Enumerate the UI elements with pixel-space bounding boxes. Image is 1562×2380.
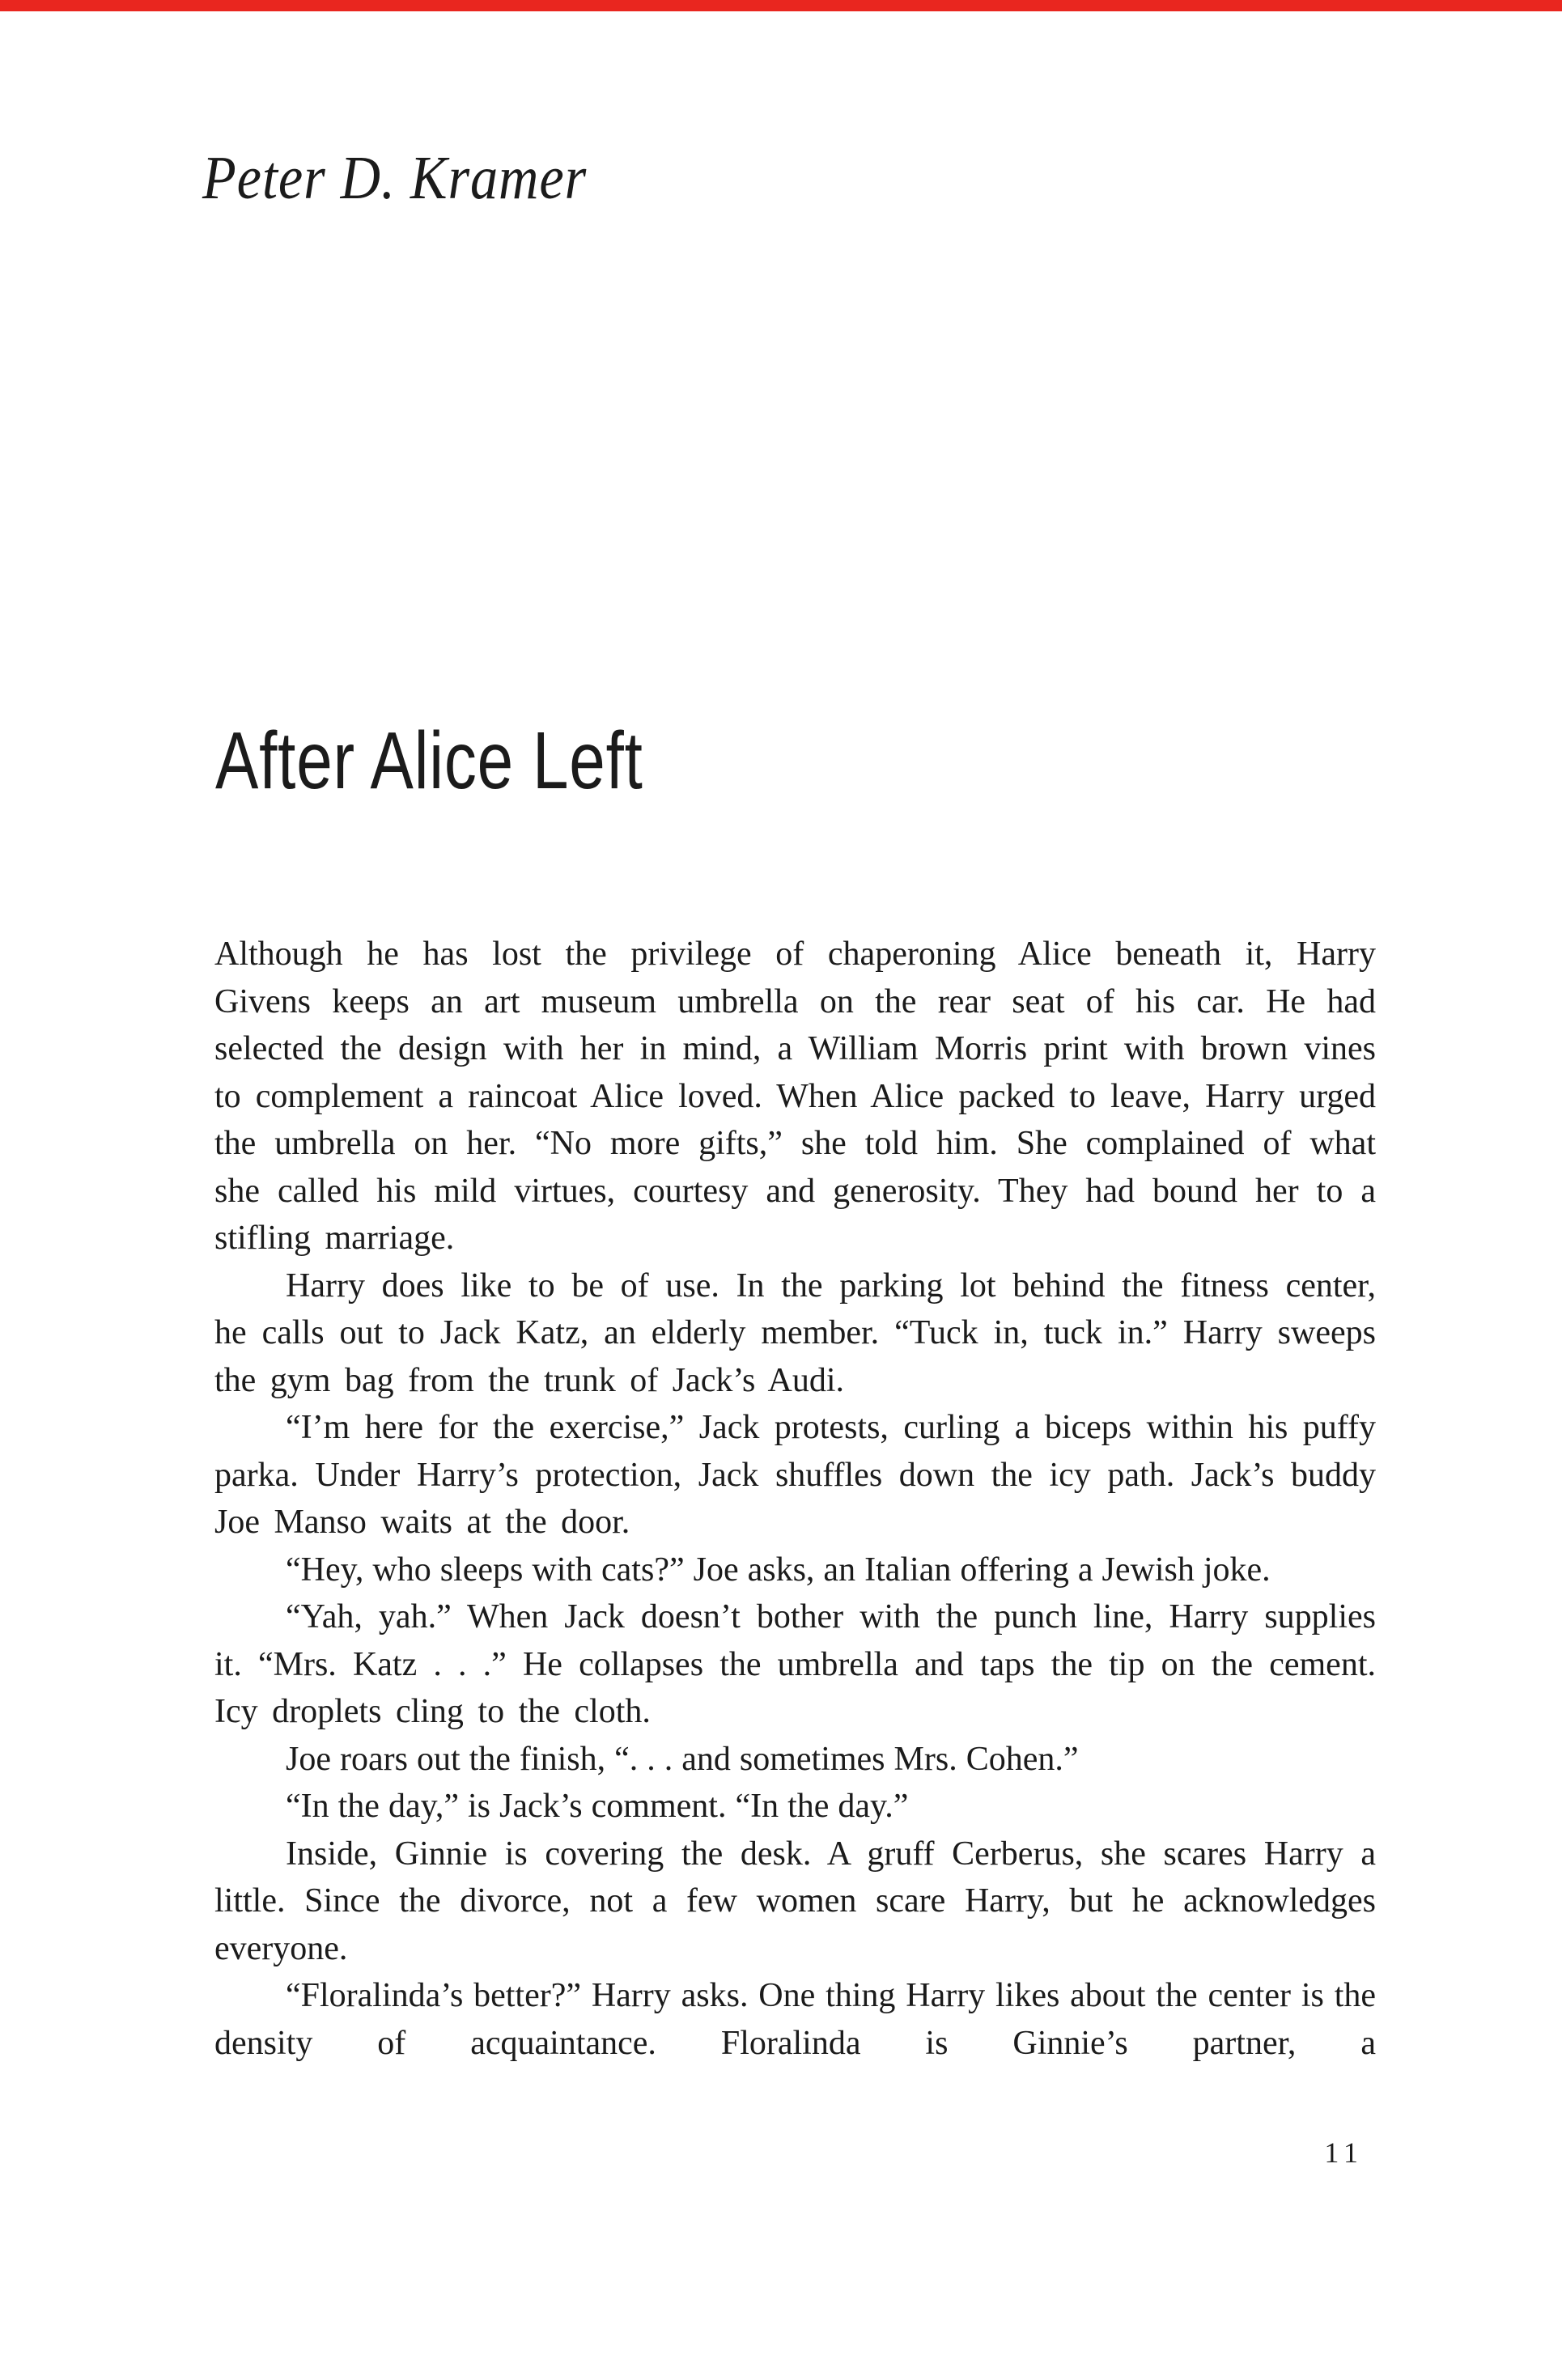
paragraph: Harry does like to be of use. In the parking lot behind the fitness center, he calls out to Jack Katz, an elderly member. “Tuck in, tuck in.” Harry sweeps the gym bag from the trunk of Jack’s Audi. [214, 1266, 1376, 1399]
paragraph: “In the day,” is Jack’s comment. “In the day.” [286, 1788, 909, 1825]
scan-edge-stripe [0, 0, 1562, 11]
paragraph: Inside, Ginnie is covering the desk. A gruff Cerberus, she scares Harry a little. Since the divorce, not a few women scare Harry, but he acknowledges everyone. [214, 1835, 1376, 1967]
paragraph: Joe roars out the finish, “. . . and sometimes Mrs. Cohen.” [286, 1740, 1079, 1778]
running-header-author: Peter D. Kramer [202, 144, 588, 212]
paragraph: “Floralinda’s better?” Harry asks. One thing Harry likes about the center is the density of acquaintance. Floralinda is Ginnie’s partner, a [214, 1977, 1376, 2062]
page-number: 11 [1324, 2136, 1364, 2169]
body-text [214, 931, 1376, 2067]
paragraph: Although he has lost the privilege of chaperoning Alice beneath it, Harry Givens keeps an art museum umbrella on the rear seat of his car. He had selected the design with her in mind, a William Morris print with brown vines to complement a raincoat Alice loved. When Alice packed to leave, Harry urged the umbrella on her. “No more gifts,” she told him. She complained of what she called his mild virtues, courtesy and generosity. They had bound her to a stifling marriage. [214, 935, 1376, 1257]
chapter-title: After Alice Left [215, 715, 643, 806]
paragraph: “Hey, who sleeps with cats?” Joe asks, an Italian offering a Jewish joke. [286, 1551, 1271, 1589]
paragraph: “Yah, yah.” When Jack doesn’t bother with the punch line, Harry supplies it. “Mrs. Katz . . .” He collapses the umbrella and taps the tip on the cement. Icy droplets cling to the cloth. [214, 1598, 1376, 1730]
paragraph: “I’m here for the exercise,” Jack protests, curling a biceps within his puffy parka. Under Harry’s protection, Jack shuffles down the icy path. Jack’s buddy Joe Manso waits at the door. [214, 1409, 1376, 1541]
